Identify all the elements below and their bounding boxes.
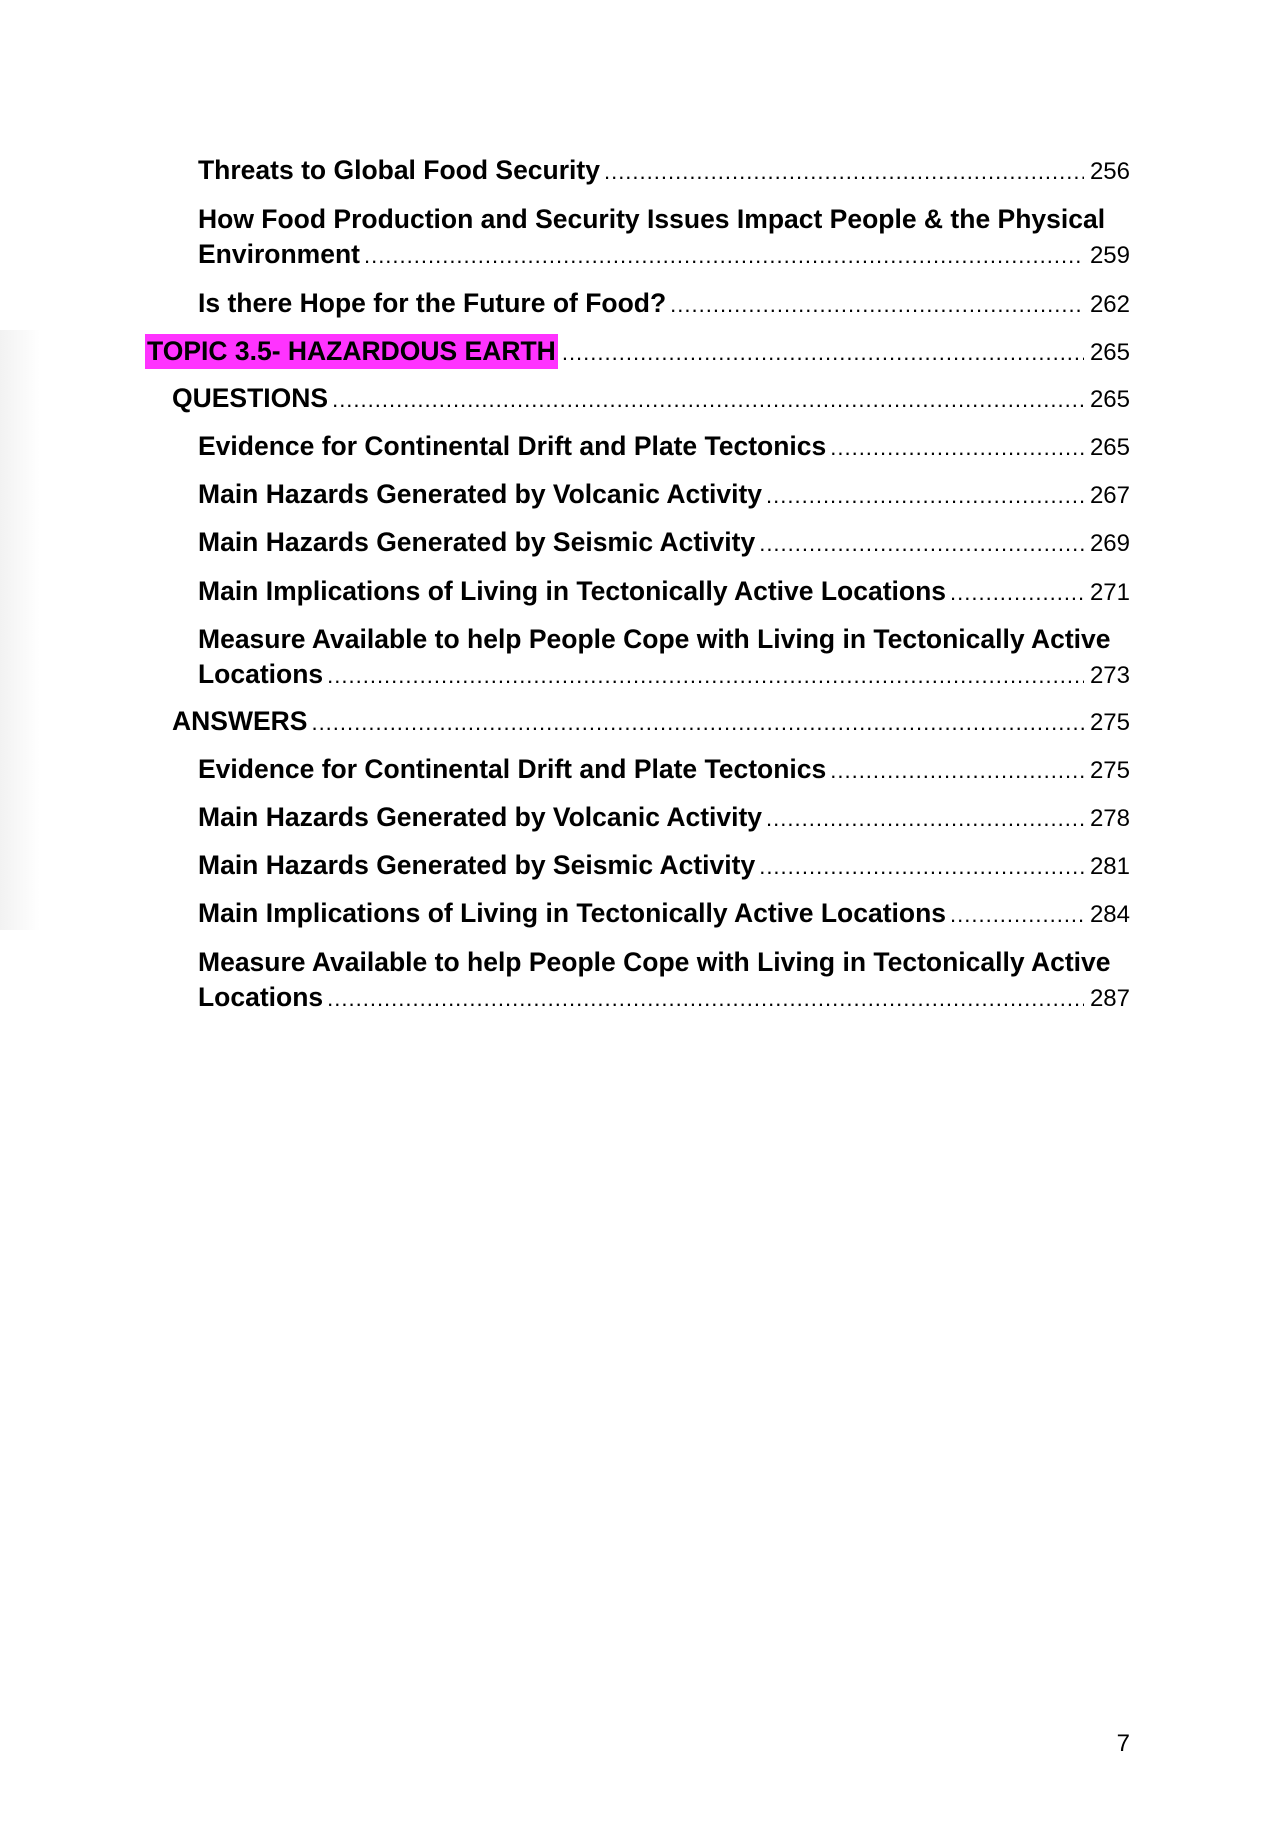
toc-entry[interactable] [198, 848, 1130, 884]
leader-dots [950, 575, 1084, 610]
leader-dots [759, 526, 1084, 561]
toc-entry[interactable] [198, 752, 1130, 788]
toc-entry-page: 287 [1089, 985, 1130, 1012]
toc-entry-title-line1: Measure Available to help People Cope with Living in Tectonically Active [198, 624, 1111, 654]
toc-entry-page: 269 [1089, 530, 1130, 557]
toc-entry-title: Locations [198, 659, 324, 689]
leader-dots [311, 705, 1084, 740]
toc-entry-page: 284 [1089, 901, 1130, 928]
leader-dots [830, 753, 1084, 788]
toc-entry[interactable] [198, 574, 1130, 610]
toc-entry[interactable] [198, 153, 1130, 189]
toc-entry-title: Main Hazards Generated by Volcanic Activity [198, 479, 763, 509]
leader-dots [830, 430, 1084, 465]
toc-entry-page: 265 [1089, 339, 1130, 366]
toc-entry[interactable] [198, 525, 1130, 561]
toc-entry[interactable] [198, 945, 1130, 1016]
leader-dots [766, 801, 1084, 836]
toc-entry-page: 265 [1089, 386, 1130, 413]
toc-entry-title: Evidence for Continental Drift and Plate Tectonics [198, 431, 827, 461]
leader-dots [759, 849, 1084, 884]
toc-entry-title: Evidence for Continental Drift and Plate Tectonics [198, 754, 827, 784]
toc-entry-page: 281 [1089, 853, 1130, 880]
toc-entry[interactable] [198, 477, 1130, 513]
toc-entry-title: Main Hazards Generated by Seismic Activity [198, 850, 756, 880]
toc-entry-title-line1: How Food Production and Security Issues Impact People & the Physical [198, 204, 1106, 234]
leader-dots [327, 658, 1084, 693]
toc-entry[interactable] [198, 896, 1130, 932]
toc-entry-title: Main Implications of Living in Tectonically Active Locations [198, 898, 947, 928]
toc-entry-page: 265 [1089, 434, 1130, 461]
toc-entry[interactable] [198, 429, 1130, 465]
leader-dots [332, 382, 1084, 417]
toc-entry-page: 271 [1089, 579, 1130, 606]
toc-entry[interactable] [198, 622, 1130, 693]
toc-entry-title: Locations [198, 982, 324, 1012]
toc-entry[interactable] [198, 202, 1130, 273]
toc-section-entry[interactable] [172, 704, 1130, 740]
toc-topic-entry[interactable] [145, 334, 1130, 370]
toc-topic-title-highlighted: TOPIC 3.5- HAZARDOUS EARTH [145, 334, 558, 369]
toc-entry-title: Main Hazards Generated by Seismic Activity [198, 527, 756, 557]
toc-entry-page: 267 [1089, 482, 1130, 509]
leader-dots [562, 335, 1084, 370]
leader-dots [670, 287, 1084, 322]
toc-entry-title: Main Hazards Generated by Volcanic Activity [198, 802, 763, 832]
toc-entry-page: 278 [1089, 805, 1130, 832]
toc-section-title: QUESTIONS [172, 383, 329, 413]
leader-dots [604, 154, 1084, 189]
toc-entry-title: Main Implications of Living in Tectonically Active Locations [198, 576, 947, 606]
toc-entry-page: 275 [1089, 709, 1130, 736]
toc-entry-page: 275 [1089, 757, 1130, 784]
toc-entry-title: Threats to Global Food Security [198, 155, 600, 185]
toc-section-title: ANSWERS [172, 706, 308, 736]
toc-entry[interactable] [198, 800, 1130, 836]
toc-entry-page: 259 [1089, 242, 1130, 269]
leader-dots [327, 981, 1084, 1016]
toc-entry-page: 256 [1089, 158, 1130, 185]
leader-dots [364, 238, 1084, 273]
toc-entry-page: 262 [1089, 291, 1130, 318]
toc-entry-page: 273 [1089, 662, 1130, 689]
leader-dots [766, 478, 1084, 513]
toc-section-entry[interactable] [172, 381, 1130, 417]
leader-dots [950, 897, 1084, 932]
toc-entry-title-line1: Measure Available to help People Cope with Living in Tectonically Active [198, 947, 1111, 977]
page-number: 7 [1116, 1730, 1130, 1757]
toc-entry[interactable] [198, 286, 1130, 322]
toc-entry-title: Environment [198, 239, 360, 269]
toc-entry-title: Is there Hope for the Future of Food? [198, 288, 667, 318]
page-edge-shadow [0, 330, 40, 930]
